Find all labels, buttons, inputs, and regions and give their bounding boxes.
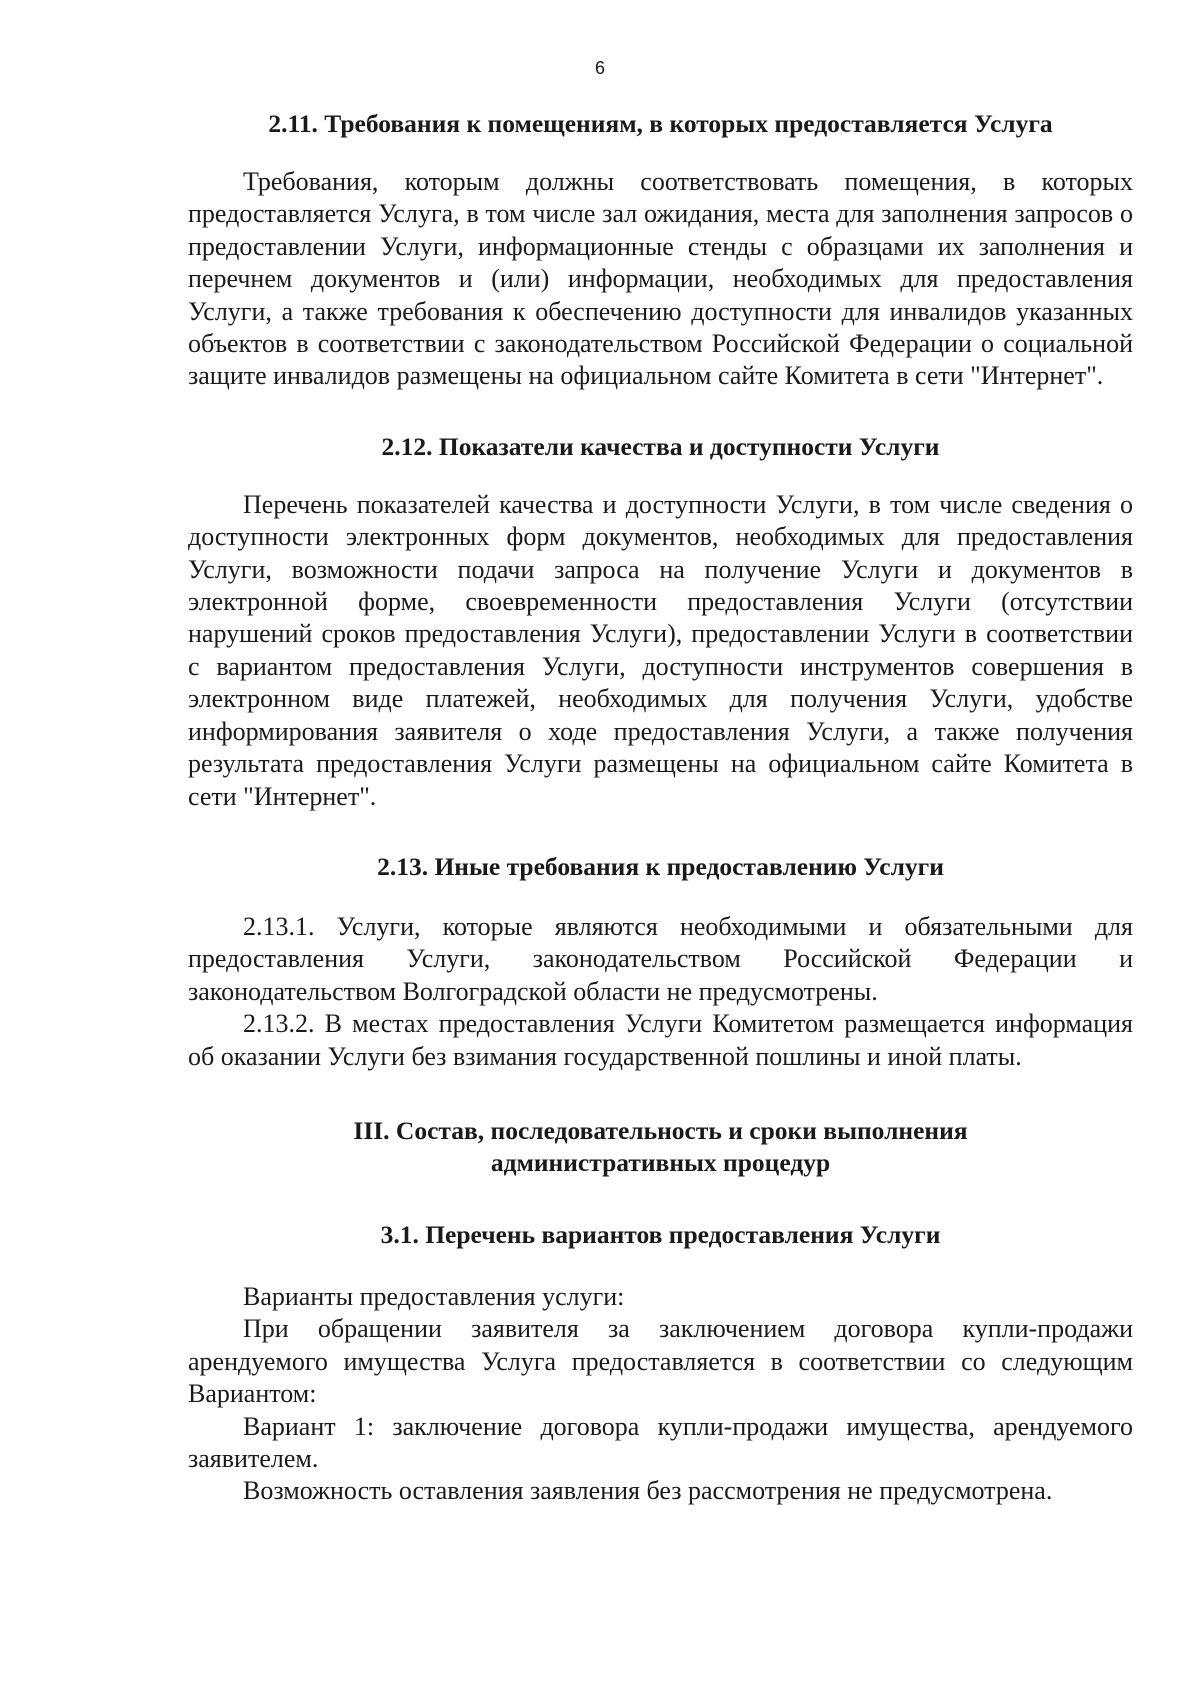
section-2-11-paragraph: Требования, которым должны соответствовать помещения, в которых предоставляется Услуга, в том числе зал ожидания, места для заполнения запросов о предоставлении Услуги, информационные стенды с образцами их заполнения и перечнем документов и (или) информации, необходимых для предоставления Услуги, а также требования к обеспечению доступности для инвалидов указанных объектов в соответствии с законодательством Российской Федерации о социальной защите инвалидов размещены на официальном сайте Комитета в сети "Интернет". — [188, 167, 1133, 391]
section-2-12-heading: 2.12. Показатели качества и доступности Услуги — [381, 431, 940, 461]
page-number: 6 — [594, 58, 605, 78]
section-3-heading-line-1: III. Состав, последовательность и сроки выполнения — [353, 1115, 968, 1145]
section-2-13-2-paragraph: 2.13.2. В местах предоставления Услуги Комитетом размещается информация об оказании Услуги без взимания государственной пошлины и иной платы. — [188, 1009, 1133, 1071]
section-3-1-heading: 3.1. Перечень вариантов предоставления Услуги — [380, 1219, 941, 1249]
section-3-heading-line-2: административных процедур — [490, 1147, 831, 1177]
section-2-12-paragraph: Перечень показателей качества и доступности Услуги, в том числе сведения о доступности электронных форм документов, необходимых для предоставления Услуги, возможности подачи запроса на получение Услуги и документов в электронной форме, своевременности предоставления Услуги (отсутствии нарушений сроков предоставления Услуги), предоставлении Услуги в соответствии с вариантом предоставления Услуги, доступности инструментов совершения в электронном виде платежей, необходимых для получения Услуги, удобстве информирования заявителя о ходе предоставления Услуги, а также получения результата предоставления Услуги размещены на официальном сайте Комитета в сети "Интернет". — [188, 489, 1133, 811]
section-2-13-heading: 2.13. Иные требования к предоставлению Услуги — [377, 851, 944, 881]
section-2-11-heading: 2.11. Требования к помещениям, в которых предоставляется Услуга — [268, 109, 1053, 138]
variant-1-paragraph: Вариант 1: заключение договора купли-продажи имущества, арендуемого заявителем. — [188, 1411, 1133, 1473]
document-body — [188, 108, 1133, 1508]
variant-condition-paragraph: При обращении заявителя за заключением договора купли-продажи арендуемого имущества Услуга предоставляется в соответствии со следующим Вариантом: — [188, 1314, 1133, 1409]
section-2-13-1-paragraph: 2.13.1. Услуги, которые являются необходимыми и обязательными для предоставления Услуги, законодательством Российской Федерации и законодательством Волгоградской области не предусмотрены. — [188, 911, 1133, 1006]
section-3-heading — [188, 1115, 1133, 1179]
variants-intro-paragraph: Варианты предоставления услуги: — [243, 1281, 625, 1311]
no-rejection-paragraph: Возможность оставления заявления без рассмотрения не предусмотрена. — [243, 1476, 1053, 1506]
